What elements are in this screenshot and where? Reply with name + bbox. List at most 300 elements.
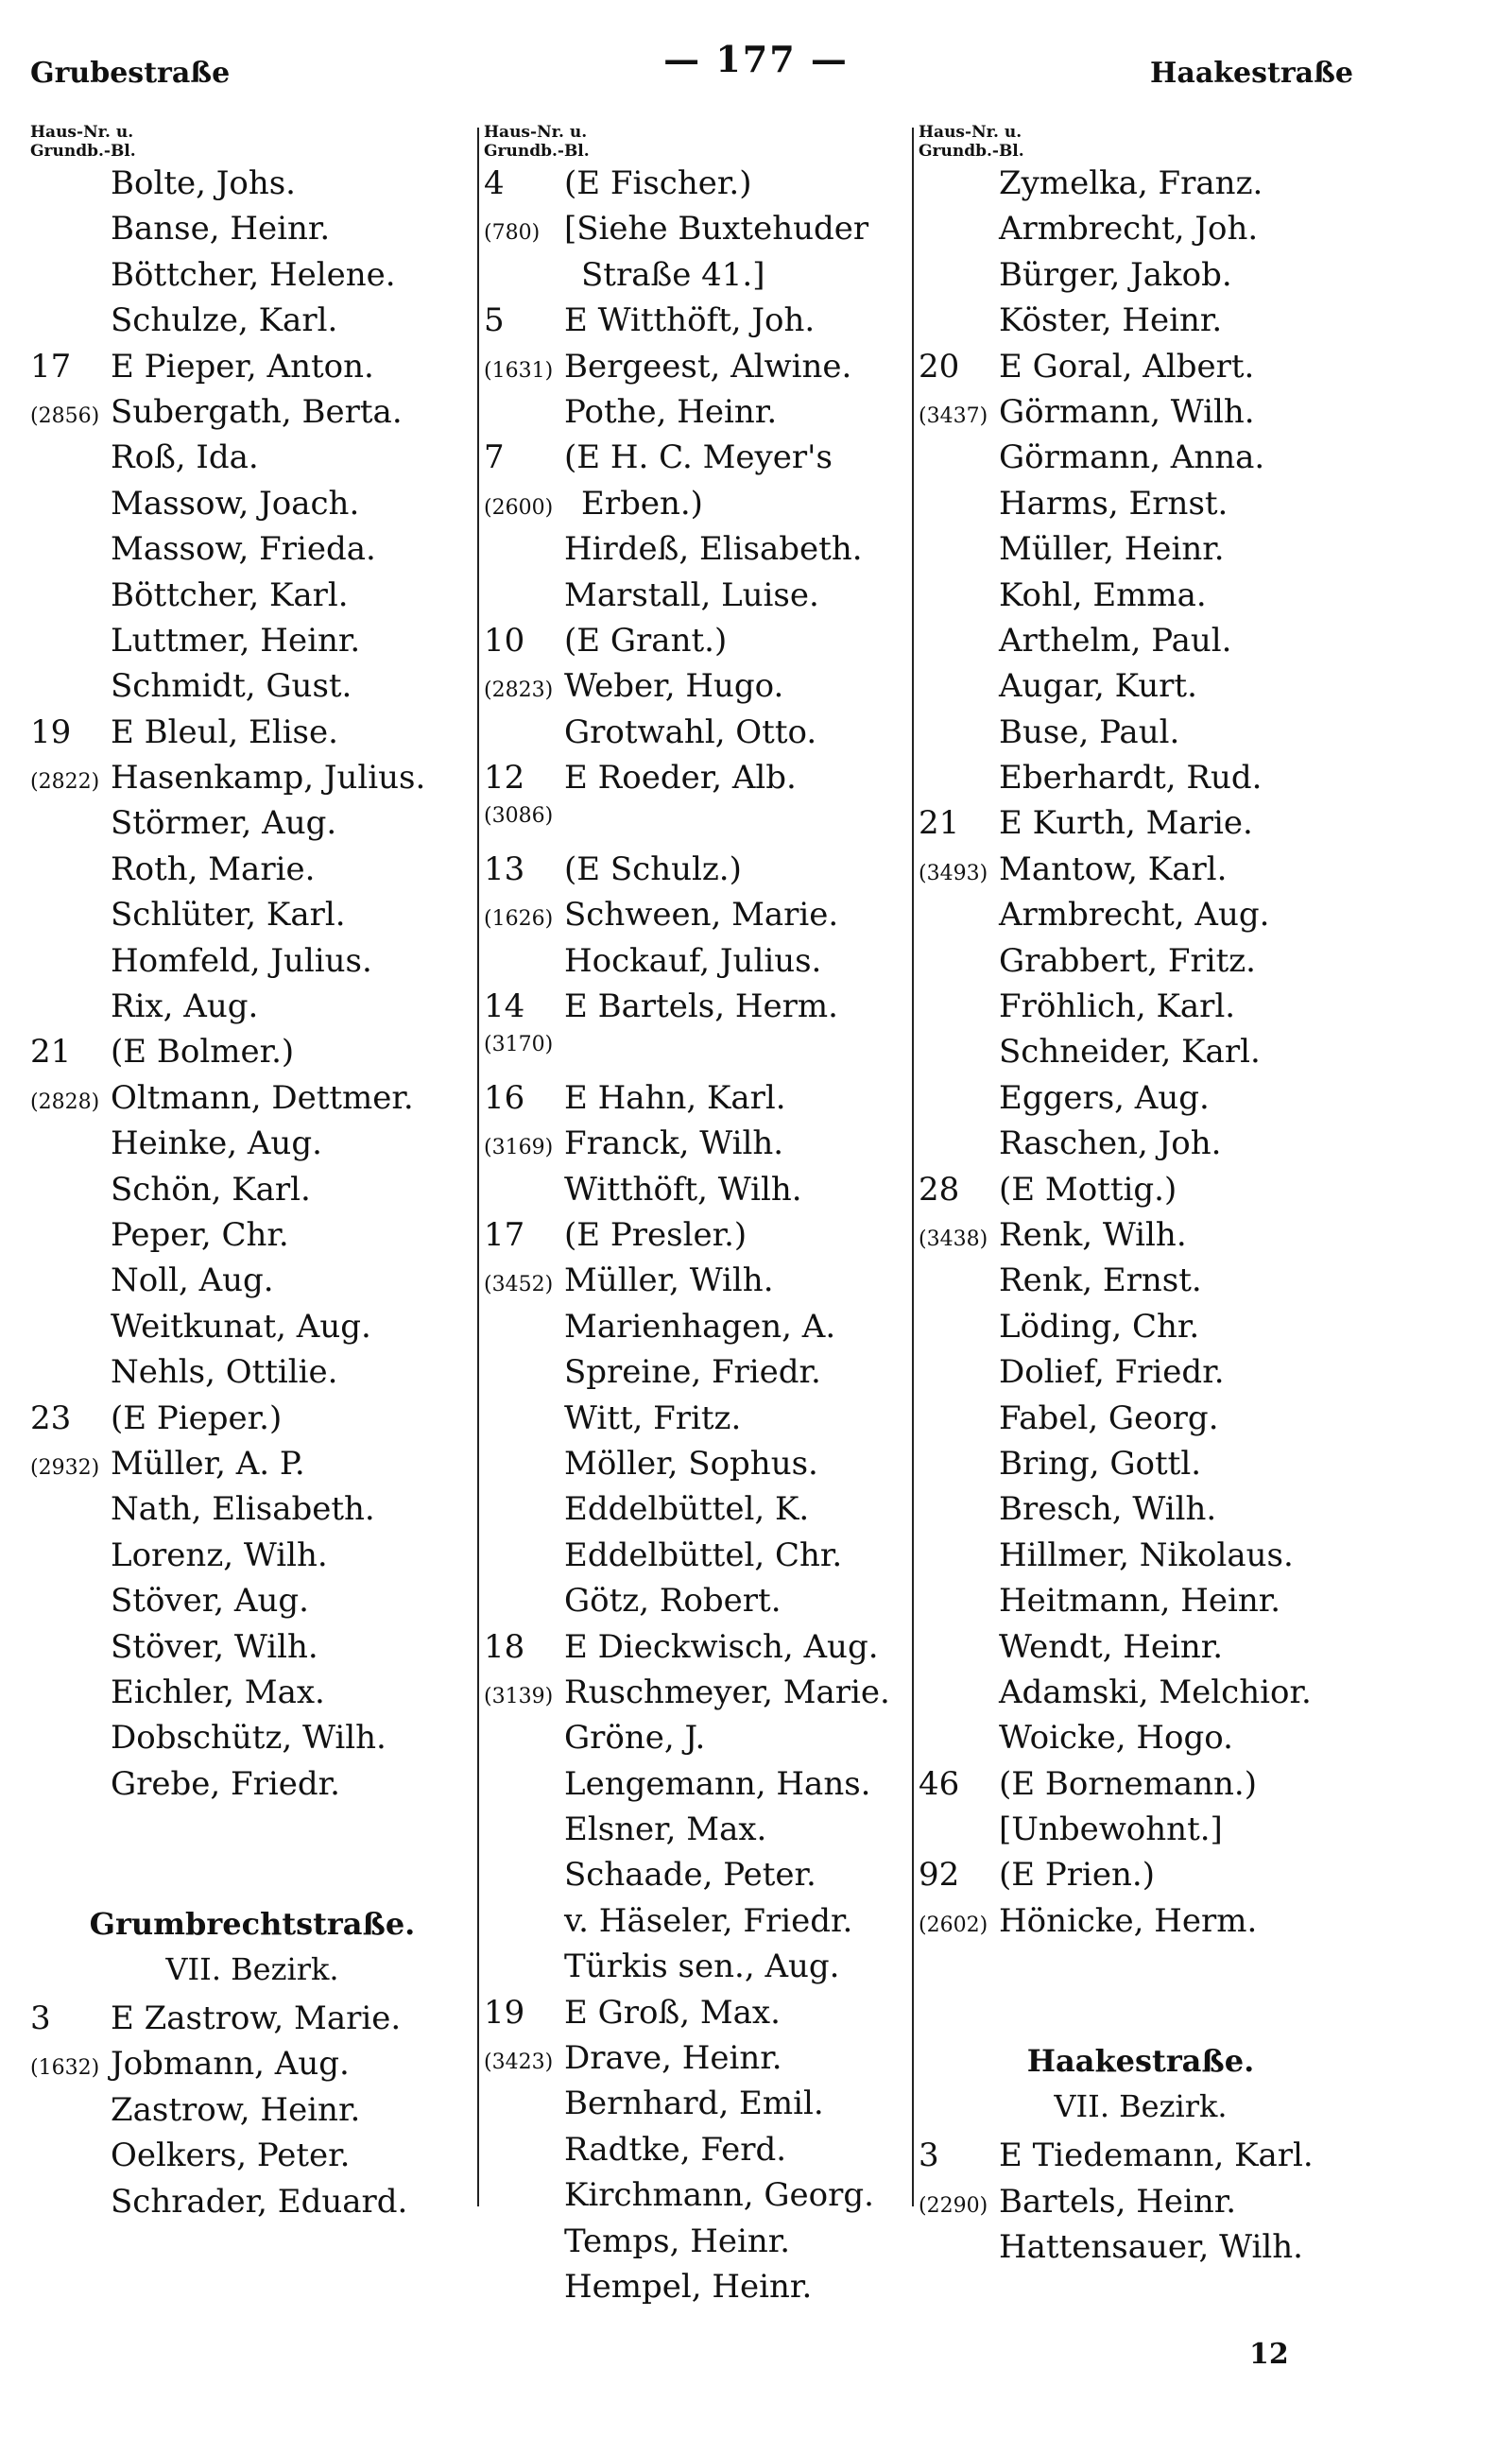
resident-name: Noll, Aug. (111, 1261, 274, 1300)
directory-entry (484, 1719, 911, 1764)
directory-entry (484, 2268, 911, 2313)
resident-name: Fröhlich, Karl. (999, 987, 1236, 1026)
house-number: 20 (919, 347, 960, 386)
resident-name: (E Mottig.) (999, 1170, 1177, 1209)
house-number: (1632) (30, 2056, 100, 2081)
directory-entry (919, 530, 1363, 575)
directory-entry (484, 485, 911, 530)
house-number: (780) (484, 221, 541, 246)
resident-name: Schaade, Peter. (564, 1856, 816, 1895)
directory-entry (919, 1216, 1363, 1261)
resident-name: Eberhardt, Rud. (999, 759, 1263, 798)
directory-entry (484, 1673, 911, 1719)
resident-name: Zymelka, Franz. (999, 164, 1263, 202)
resident-name: Pothe, Heinr. (564, 392, 778, 431)
resident-name: Mantow, Karl. (999, 849, 1228, 888)
resident-name: Hockauf, Julius. (564, 941, 822, 980)
directory-entry (30, 1673, 474, 1719)
resident-name: Köster, Heinr. (999, 301, 1223, 340)
resident-name: (E Prien.) (999, 1856, 1155, 1895)
directory-entry (30, 1171, 474, 1216)
resident-name: Hempel, Heinr. (564, 2267, 813, 2306)
section-subtitle: VII. Bezirk. (165, 1951, 339, 1988)
resident-name: [Unbewohnt.] (999, 1810, 1223, 1849)
resident-name: Buse, Paul. (999, 712, 1180, 751)
directory-entry (919, 804, 1363, 849)
directory-entry (484, 713, 911, 759)
house-number: (2828) (30, 1090, 100, 1114)
resident-name: Schmidt, Gust. (111, 667, 352, 706)
section-title: Haakestraße. (1026, 2043, 1255, 2080)
directory-entry (484, 759, 911, 804)
directory-entry (30, 576, 474, 622)
directory-entry (484, 530, 911, 575)
house-number: 5 (484, 301, 505, 340)
directory-entry (30, 1536, 474, 1582)
directory-entry (30, 2091, 474, 2137)
resident-name: (E Presler.) (564, 1215, 747, 1254)
house-number: 17 (484, 1215, 525, 1254)
resident-name: Hirdeß, Elisabeth. (564, 530, 863, 569)
resident-name: Drave, Heinr. (564, 2039, 782, 2078)
directory-entry (484, 2222, 911, 2268)
resident-name: E Bartels, Herm. (564, 987, 838, 1026)
resident-name: Elsner, Max. (564, 1810, 767, 1849)
house-number: (1631) (484, 358, 554, 383)
resident-name: E Bleul, Elise. (111, 712, 338, 751)
directory-entry (484, 1399, 911, 1445)
resident-name: Renk, Ernst. (999, 1261, 1202, 1300)
directory-entry (30, 348, 474, 393)
directory-entry (30, 164, 474, 210)
directory-entry (919, 1261, 1363, 1307)
resident-name: Witthöft, Wilh. (564, 1170, 802, 1209)
house-number: 4 (484, 164, 505, 202)
resident-name: Augar, Kurt. (999, 667, 1197, 706)
resident-name: (E H. C. Meyer's (564, 438, 833, 477)
directory-entry (30, 1216, 474, 1261)
directory-entry (30, 1628, 474, 1673)
directory-entry (919, 1765, 1363, 1810)
directory-entry (919, 1033, 1363, 1078)
house-number: (3438) (919, 1227, 988, 1251)
resident-name: E Kurth, Marie. (999, 804, 1253, 843)
resident-name: Hillmer, Nikolaus. (999, 1536, 1294, 1574)
house-number: (2290) (919, 2193, 988, 2218)
directory-entry (30, 301, 474, 347)
resident-name: Bresch, Wilh. (999, 1490, 1217, 1529)
directory-entry (484, 622, 911, 667)
directory-entry (30, 667, 474, 712)
directory-entry (30, 1124, 474, 1170)
directory-entry (30, 987, 474, 1033)
resident-name: (E Bornemann.) (999, 1764, 1257, 1803)
resident-name: E Witthöft, Joh. (564, 301, 816, 340)
resident-name: Jobmann, Aug. (111, 2045, 350, 2084)
resident-name: (E Pieper.) (111, 1399, 283, 1437)
resident-name: Renk, Wilh. (999, 1215, 1187, 1254)
directory-entry (30, 1582, 474, 1627)
house-number: 14 (484, 987, 525, 1026)
column-heading: Haus-Nr. u. Grundb.-Bl. (484, 123, 590, 161)
resident-name: Roth, Marie. (111, 849, 316, 888)
directory-entry (484, 1124, 911, 1170)
house-number: (1626) (484, 907, 554, 932)
directory-entry (484, 1856, 911, 1901)
directory-entry (484, 987, 911, 1033)
directory-entry (30, 850, 474, 896)
directory-entry (484, 348, 911, 393)
house-number: 28 (919, 1170, 960, 1209)
resident-name: Grabbert, Fritz. (999, 941, 1256, 980)
resident-name: Störmer, Aug. (111, 804, 337, 843)
directory-entry (484, 1810, 911, 1856)
directory-entry (484, 164, 911, 210)
directory-entry (30, 438, 474, 484)
resident-name: Möller, Sophus. (564, 1444, 818, 1483)
resident-name: Gröne, J. (564, 1719, 706, 1758)
directory-entry (484, 1628, 911, 1673)
house-number: (3170) (484, 1033, 554, 1057)
resident-name: Radtke, Ferd. (564, 2130, 787, 2169)
directory-entry (919, 164, 1363, 210)
resident-name: Franck, Wilh. (564, 1124, 784, 1163)
directory-entry (919, 1308, 1363, 1353)
resident-name: Wendt, Heinr. (999, 1627, 1224, 1666)
directory-entry (919, 1810, 1363, 1856)
house-number: (2600) (484, 495, 554, 520)
resident-name: Massow, Frieda. (111, 530, 376, 569)
directory-entry (919, 850, 1363, 896)
directory-entry (30, 256, 474, 301)
directory-entry (919, 2183, 1363, 2228)
column-2 (484, 123, 911, 2313)
directory-entry (919, 348, 1363, 393)
house-number: (3169) (484, 1136, 554, 1160)
directory-entry (484, 850, 911, 896)
directory-entry (919, 1673, 1363, 1719)
sheet-number: 12 (1249, 2338, 1289, 2371)
resident-name: Fabel, Georg. (999, 1399, 1219, 1437)
directory-entry (919, 256, 1363, 301)
resident-name: Oltmann, Dettmer. (111, 1078, 414, 1117)
section-subtitle: VII. Bezirk. (1054, 2088, 1228, 2125)
resident-name: [Siehe Buxtehuder (564, 210, 869, 249)
resident-name: Eggers, Aug. (999, 1078, 1210, 1117)
resident-name: Bring, Gottl. (999, 1444, 1202, 1483)
house-number: 13 (484, 849, 525, 888)
resident-name: Weitkunat, Aug. (111, 1307, 371, 1346)
directory-entry (919, 1856, 1363, 1901)
resident-name: Grebe, Friedr. (111, 1764, 340, 1803)
directory-entry (919, 576, 1363, 622)
directory-entry (30, 1033, 474, 1078)
directory-entry (484, 667, 911, 712)
house-number: 23 (30, 1399, 72, 1437)
resident-name: Böttcher, Helene. (111, 255, 396, 294)
directory-entry (919, 942, 1363, 987)
directory-entry (30, 1765, 474, 1810)
directory-entry (30, 1079, 474, 1124)
directory-entry (30, 804, 474, 849)
directory-entry (30, 2045, 474, 2090)
directory-entry (484, 1308, 911, 1353)
resident-name: Müller, A. P. (111, 1444, 305, 1483)
directory-entry (484, 1216, 911, 1261)
resident-name: Ruschmeyer, Marie. (564, 1673, 890, 1711)
house-number: 19 (30, 712, 72, 751)
house-number: 3 (30, 1999, 51, 2038)
house-number: (3086) (484, 804, 554, 829)
directory-entry (919, 1628, 1363, 1673)
directory-entry (484, 2039, 911, 2085)
directory-entry (30, 2183, 474, 2228)
resident-name: Marienhagen, A. (564, 1307, 836, 1346)
directory-entry (484, 1033, 911, 1078)
directory-entry (30, 1490, 474, 1536)
resident-name: Türkis sen., Aug. (564, 1948, 840, 1986)
resident-name: E Tiedemann, Karl. (999, 2137, 1314, 2175)
directory-entry (919, 1719, 1363, 1764)
section-entry-list (30, 1999, 474, 2228)
resident-name: Grotwahl, Otto. (564, 712, 817, 751)
directory-entry (30, 393, 474, 438)
resident-name: Dolief, Friedr. (999, 1353, 1225, 1392)
resident-name: E Goral, Albert. (999, 347, 1255, 386)
spacer (919, 1948, 1363, 2038)
directory-entry (30, 530, 474, 575)
directory-entry (484, 256, 911, 301)
resident-name: E Dieckwisch, Aug. (564, 1627, 879, 1666)
resident-name: Görmann, Anna. (999, 438, 1265, 477)
directory-entry (919, 1353, 1363, 1399)
column-rule (912, 128, 914, 2206)
resident-name: Stöver, Aug. (111, 1582, 309, 1621)
directory-entry (30, 942, 474, 987)
directory-entry (484, 804, 911, 849)
resident-name: Nath, Elisabeth. (111, 1490, 375, 1529)
house-number: (2932) (30, 1455, 100, 1480)
directory-entry (919, 2228, 1363, 2274)
resident-name: Hönicke, Herm. (999, 1901, 1258, 1940)
resident-name: Bernhard, Emil. (564, 2085, 824, 2123)
resident-name: Rix, Aug. (111, 987, 259, 1026)
spacer (30, 1810, 474, 1901)
resident-name: Marstall, Luise. (564, 575, 819, 614)
directory-entry (919, 210, 1363, 255)
resident-name: (E Grant.) (564, 621, 728, 660)
resident-name: Schlüter, Karl. (111, 896, 346, 935)
resident-name: Schrader, Eduard. (111, 2182, 408, 2221)
resident-name: Heitmann, Heinr. (999, 1582, 1281, 1621)
resident-name: Roß, Ida. (111, 438, 259, 477)
resident-name: Lorenz, Wilh. (111, 1536, 328, 1574)
directory-entry (484, 1490, 911, 1536)
directory-entry (484, 1261, 911, 1307)
house-number: 10 (484, 621, 525, 660)
house-number: (3493) (919, 861, 988, 885)
resident-name: E Hahn, Karl. (564, 1078, 786, 1117)
house-number: 46 (919, 1764, 960, 1803)
resident-name: Heinke, Aug. (111, 1124, 322, 1163)
column-3 (919, 123, 1363, 2274)
resident-name: Armbrecht, Aug. (999, 896, 1270, 935)
house-number: 17 (30, 347, 72, 386)
resident-name: Görmann, Wilh. (999, 392, 1255, 431)
resident-name: Lengemann, Hans. (564, 1764, 871, 1803)
house-number: 12 (484, 759, 525, 798)
directory-entry (30, 485, 474, 530)
house-number: (3452) (484, 1273, 554, 1297)
resident-name: Adamski, Melchior. (999, 1673, 1312, 1711)
house-number: 18 (484, 1627, 525, 1666)
running-head-left: Grubestraße (30, 57, 231, 90)
directory-entry (484, 1994, 911, 2039)
directory-entry (484, 942, 911, 987)
resident-name: Banse, Heinr. (111, 210, 331, 249)
house-number: (3139) (484, 1684, 554, 1708)
page-number: — 177 — (663, 38, 849, 80)
directory-entry (919, 759, 1363, 804)
resident-name: Armbrecht, Joh. (999, 210, 1259, 249)
resident-name: Stöver, Wilh. (111, 1627, 318, 1666)
directory-entry (919, 393, 1363, 438)
directory-entry (919, 485, 1363, 530)
resident-name: Böttcher, Karl. (111, 575, 349, 614)
column-heading: Haus-Nr. u. Grundb.-Bl. (30, 123, 136, 161)
directory-entry (30, 713, 474, 759)
column-1 (30, 123, 474, 2228)
directory-entry (484, 1582, 911, 1627)
directory-entry (919, 1445, 1363, 1490)
resident-name: Eichler, Max. (111, 1673, 325, 1711)
house-number: (3423) (484, 2051, 554, 2075)
resident-name: Götz, Robert. (564, 1582, 782, 1621)
resident-name: E Zastrow, Marie. (111, 1999, 402, 2038)
house-number: 19 (484, 1993, 525, 2032)
resident-name: Weber, Hugo. (564, 667, 784, 706)
resident-name: Müller, Wilh. (564, 1261, 774, 1300)
resident-name: Straße 41.] (581, 255, 765, 294)
resident-name: Oelkers, Peter. (111, 2137, 351, 2175)
resident-name: Erben.) (581, 484, 703, 523)
house-number: (2822) (30, 770, 100, 795)
resident-name: Raschen, Joh. (999, 1124, 1222, 1163)
directory-entry (919, 301, 1363, 347)
directory-entry (484, 393, 911, 438)
directory-entry (484, 1079, 911, 1124)
house-number: (2602) (919, 1913, 988, 1937)
directory-entry (919, 1399, 1363, 1445)
resident-name: Hattensauer, Wilh. (999, 2228, 1303, 2267)
directory-entry (919, 2137, 1363, 2182)
directory-entry (919, 1124, 1363, 1170)
resident-name: v. Häseler, Friedr. (564, 1901, 853, 1940)
entry-list (484, 164, 911, 2313)
resident-name: Arthelm, Paul. (999, 621, 1232, 660)
resident-name: Dobschütz, Wilh. (111, 1719, 387, 1758)
resident-name: Nehls, Ottilie. (111, 1353, 338, 1392)
house-number: 3 (919, 2137, 939, 2175)
resident-name: Kohl, Emma. (999, 575, 1207, 614)
directory-entry (30, 622, 474, 667)
directory-entry (484, 2131, 911, 2176)
house-number: 92 (919, 1856, 960, 1895)
directory-entry (484, 1536, 911, 1582)
directory-entry (484, 1445, 911, 1490)
directory-entry (30, 1719, 474, 1764)
resident-name: Eddelbüttel, Chr. (564, 1536, 843, 1574)
resident-name: Schulze, Karl. (111, 301, 338, 340)
resident-name: Temps, Heinr. (564, 2222, 791, 2260)
directory-entry (919, 1902, 1363, 1948)
resident-name: (E Fischer.) (564, 164, 752, 202)
directory-entry (484, 2085, 911, 2130)
directory-entry (919, 1582, 1363, 1627)
section-entry-list (919, 2137, 1363, 2274)
directory-entry (919, 667, 1363, 712)
resident-name: Müller, Heinr. (999, 530, 1225, 569)
resident-name: Homfeld, Julius. (111, 941, 372, 980)
resident-name: Schween, Marie. (564, 896, 839, 935)
resident-name: Woicke, Hogo. (999, 1719, 1233, 1758)
entry-list (30, 164, 474, 1810)
directory-entry (919, 1171, 1363, 1216)
directory-entry (484, 1948, 911, 1993)
resident-name: Eddelbüttel, K. (564, 1490, 810, 1529)
resident-name: Bartels, Heinr. (999, 2182, 1237, 2221)
directory-entry (30, 2137, 474, 2182)
entry-list (919, 164, 1363, 1948)
directory-entry (484, 438, 911, 484)
house-number: 7 (484, 438, 505, 477)
directory-entry (30, 759, 474, 804)
running-head-right: Haakestraße (1150, 57, 1353, 90)
resident-name: Zastrow, Heinr. (111, 2090, 361, 2129)
resident-name: Schön, Karl. (111, 1170, 311, 1209)
directory-entry (30, 1999, 474, 2045)
directory-entry (919, 438, 1363, 484)
directory-entry (919, 1079, 1363, 1124)
house-number: 21 (30, 1033, 72, 1072)
directory-entry (919, 1490, 1363, 1536)
directory-entry (30, 896, 474, 941)
resident-name: Luttmer, Heinr. (111, 621, 361, 660)
resident-name: Massow, Joach. (111, 484, 360, 523)
directory-entry (919, 713, 1363, 759)
resident-name: (E Bolmer.) (111, 1033, 295, 1072)
resident-name: Peper, Chr. (111, 1215, 289, 1254)
resident-name: Harms, Ernst. (999, 484, 1228, 523)
resident-name: Witt, Fritz. (564, 1399, 742, 1437)
resident-name: E Pieper, Anton. (111, 347, 374, 386)
directory-entry (484, 2176, 911, 2222)
directory-entry (484, 896, 911, 941)
house-number: 16 (484, 1078, 525, 1117)
resident-name: Kirchmann, Georg. (564, 2176, 874, 2215)
directory-entry (30, 1445, 474, 1490)
directory-entry (919, 1536, 1363, 1582)
resident-name: Löding, Chr. (999, 1307, 1200, 1346)
directory-entry (484, 1902, 911, 1948)
directory-entry (919, 987, 1363, 1033)
section-title: Grumbrechtstraße. (89, 1906, 416, 1943)
resident-name: Bergeest, Alwine. (564, 347, 852, 386)
directory-entry (484, 576, 911, 622)
directory-entry (919, 896, 1363, 941)
resident-name: Schneider, Karl. (999, 1033, 1261, 1072)
column-heading: Haus-Nr. u. Grundb.-Bl. (919, 123, 1024, 161)
